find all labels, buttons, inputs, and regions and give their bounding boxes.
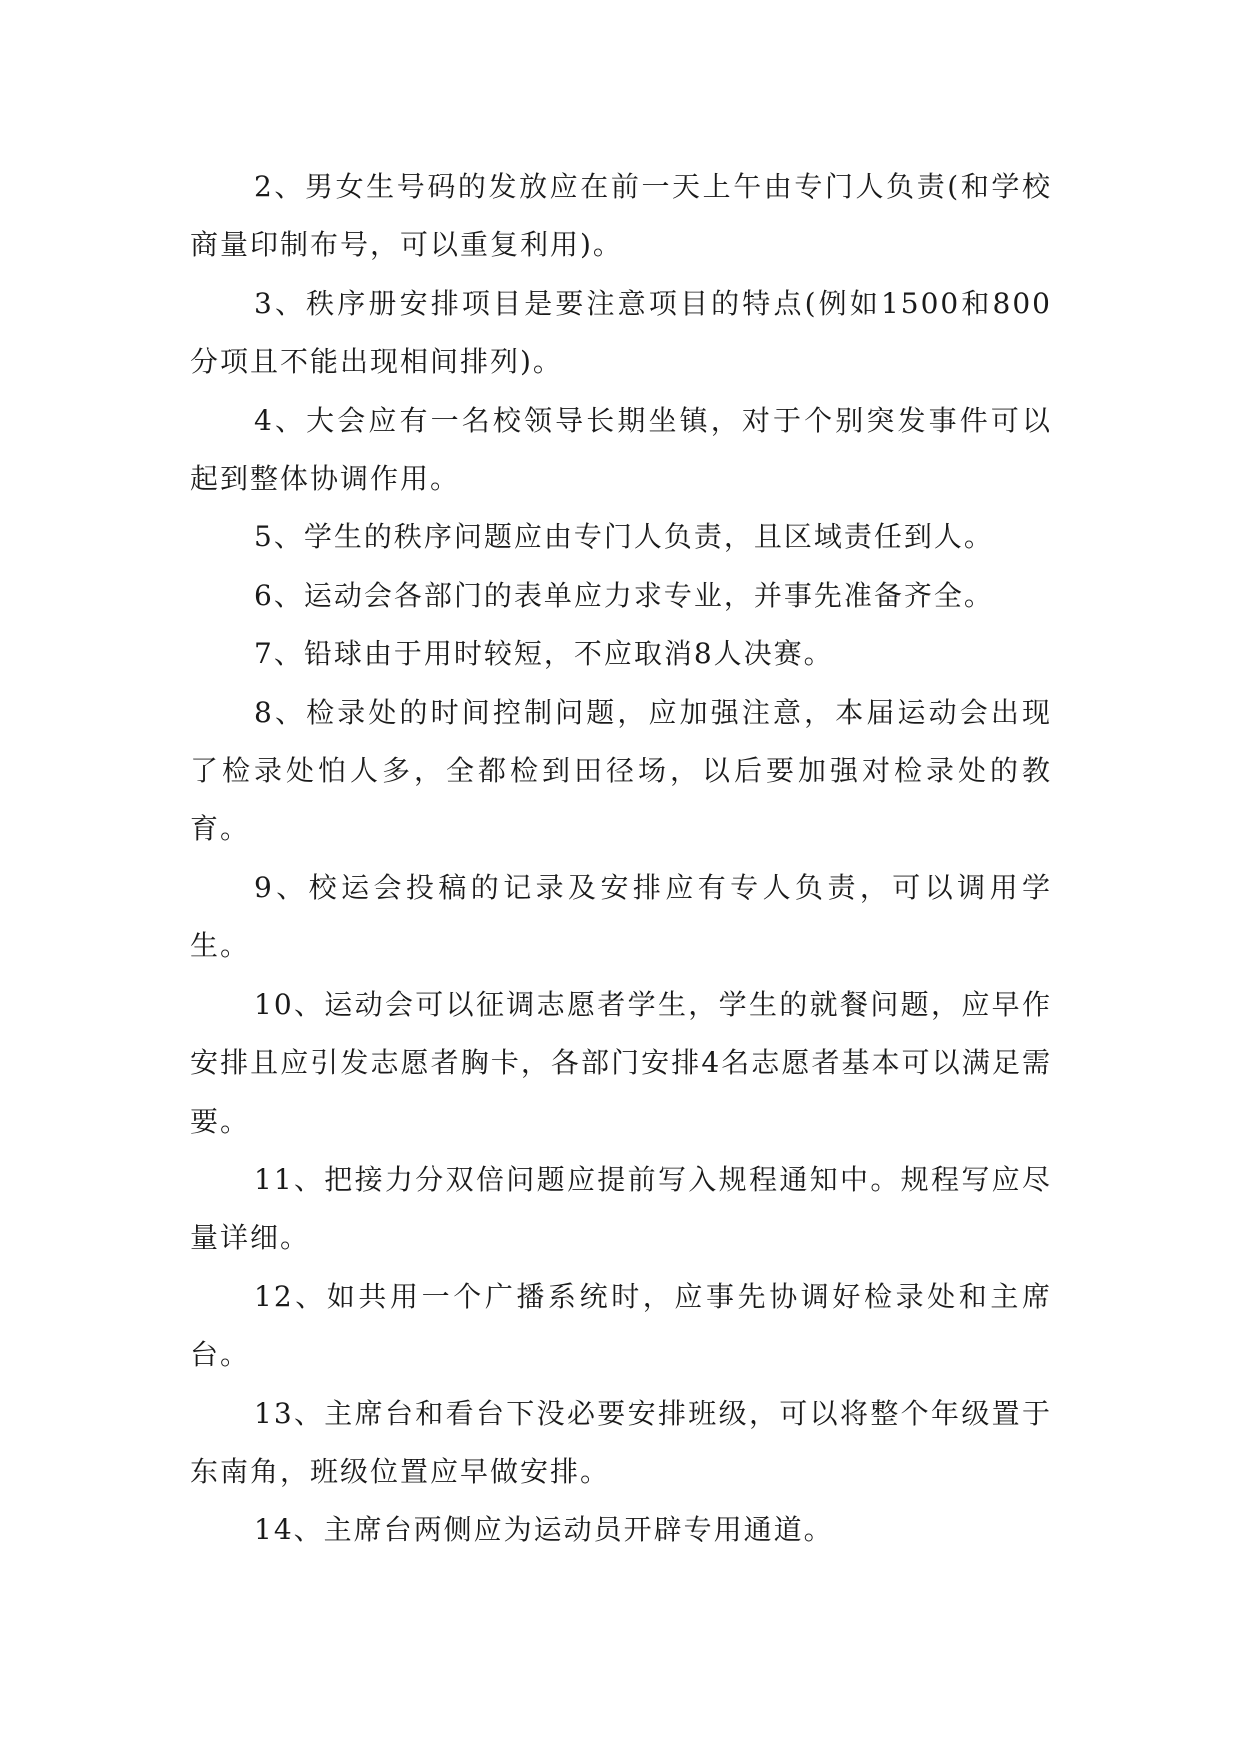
paragraph-item-11: 11、把接力分双倍问题应提前写入规程通知中。规程写应尽量详细。 xyxy=(190,1162,1052,1255)
paragraph-item-9: 9、校运会投稿的记录及安排应有专人负责，可以调用学生。 xyxy=(190,870,1052,963)
paragraph-item-6: 6、运动会各部门的表单应力求专业，并事先准备齐全。 xyxy=(254,578,994,612)
paragraph-item-2: 2、男女生号码的发放应在前一天上午由专门人负责(和学校商量印制布号，可以重复利用)。 xyxy=(190,170,1052,262)
document-body xyxy=(190,158,1052,1560)
paragraph-item-7: 7、铅球由于用时较短，不应取消8人决赛。 xyxy=(254,637,834,671)
paragraph-item-12: 12、如共用一个广播系统时，应事先协调好检录处和主席台。 xyxy=(190,1279,1052,1372)
paragraph-item-10: 10、运动会可以征调志愿者学生，学生的就餐问题，应早作安排且应引发志愿者胸卡，各部门安排4名志愿者基本可以满足需要。 xyxy=(190,987,1052,1138)
paragraph-item-14: 14、主席台两侧应为运动员开辟专用通道。 xyxy=(254,1513,834,1547)
paragraph-item-3: 3、秩序册安排项目是要注意项目的特点(例如1500和800分项且不能出现相间排列)。 xyxy=(190,286,1052,379)
paragraph-item-5: 5、学生的秩序问题应由专门人负责，且区域责任到人。 xyxy=(254,520,994,554)
paragraph-item-8: 8、检录处的时间控制问题，应加强注意，本届运动会出现了检录处怕人多，全都检到田径场，以后要加强对检录处的教育。 xyxy=(190,695,1052,846)
paragraph-item-13: 13、主席台和看台下没必要安排班级，可以将整个年级置于东南角，班级位置应早做安排。 xyxy=(190,1396,1052,1488)
paragraph-item-4: 4、大会应有一名校领导长期坐镇，对于个别突发事件可以起到整体协调作用。 xyxy=(190,403,1052,496)
